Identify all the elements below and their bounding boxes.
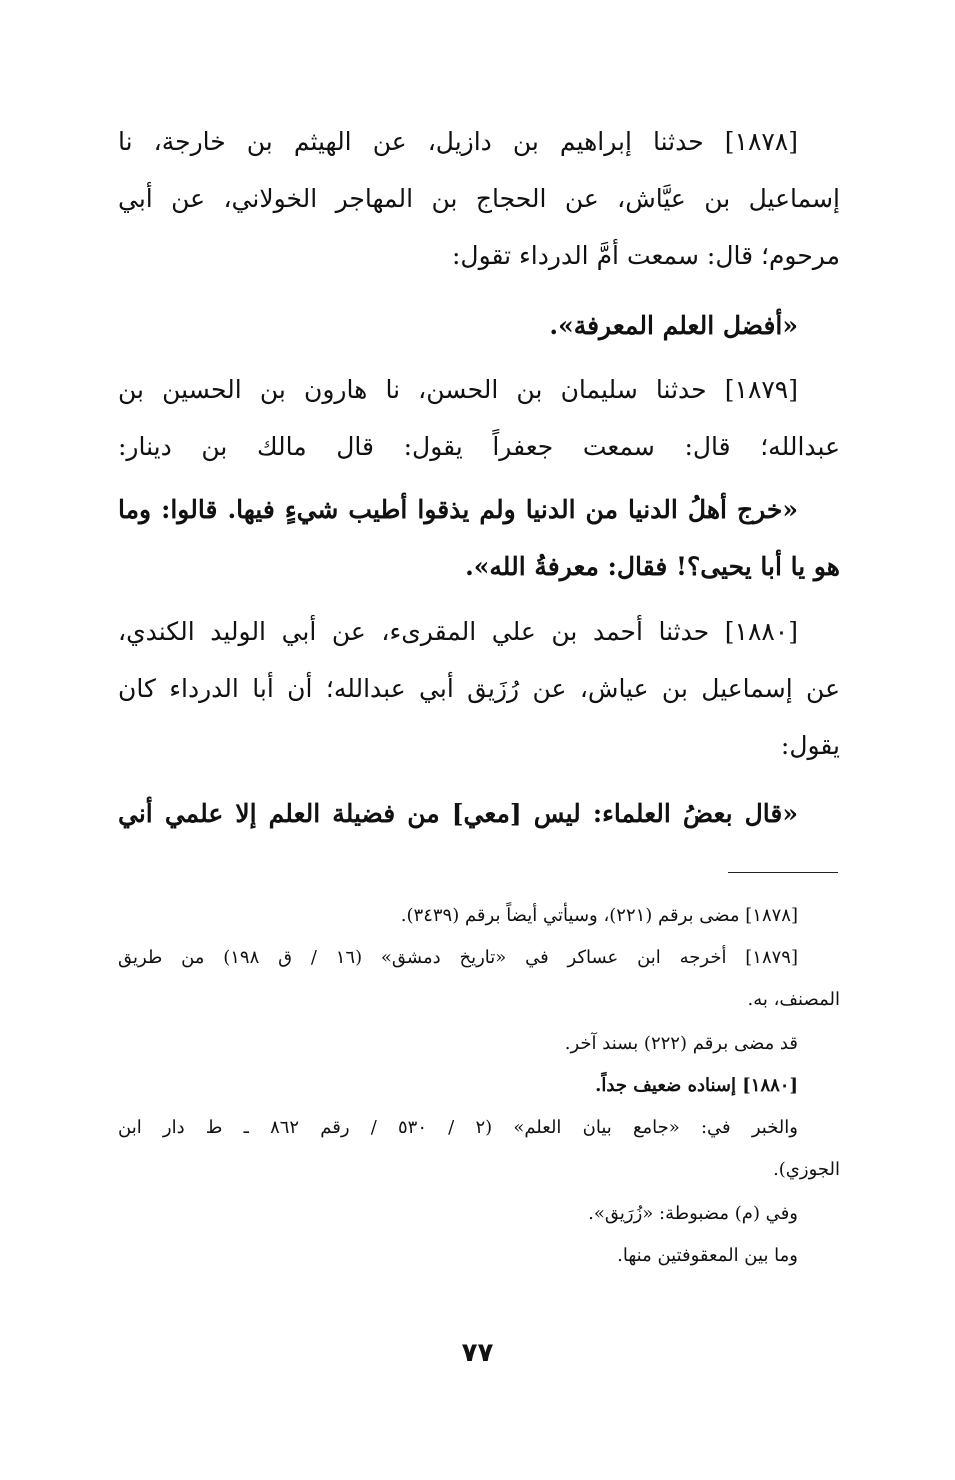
text-line: عبدالله؛ قال: سمعت جعفراً يقول: قال مالك بن دينار:: [118, 432, 840, 461]
footnote-line: والخبر في: «جامع بيان العلم» (٢ / ٥٣٠ / رقم ٨٦٢ ـ ط دار ابن: [118, 1117, 798, 1138]
footnote-line: [١٨٨٠] إسناده ضعيف جداً.: [595, 1075, 798, 1096]
text-line: [١٨٨٠] حدثنا أحمد بن علي المقرىء، عن أبي الوليد الكندي،: [118, 617, 798, 646]
footnote-separator: [728, 872, 838, 873]
text-line: [١٨٧٨] حدثنا إبراهيم بن دازيل، عن الهيثم بن خارجة، نا: [118, 127, 798, 156]
footnote-line: وما بين المعقوفتين منها.: [617, 1245, 798, 1266]
quote-line: «خرج أهلُ الدنيا من الدنيا ولم يذقوا أطيب شيءٍ فيها. قالوا: وما: [118, 495, 798, 524]
text-line: مرحوم؛ قال: سمعت أمَّ الدرداء تقول:: [451, 241, 840, 270]
quote-line: «أفضل العلم المعرفة».: [549, 311, 798, 340]
page-number: ٧٧: [461, 1338, 494, 1368]
text-line: إسماعيل بن عيَّاش، عن الحجاج بن المهاجر الخولاني، عن أبي: [118, 184, 840, 213]
quote-line: «قال بعضُ العلماء: ليس [معي] من فضيلة العلم إلا علمي أني: [118, 799, 798, 828]
text-line: يقول:: [780, 731, 840, 760]
footnote-line: [١٨٧٨] مضى برقم (٢٢١)، وسيأتي أيضاً برقم (٣٤٣٩).: [400, 905, 798, 926]
text-line: [١٨٧٩] حدثنا سليمان بن الحسن، نا هارون بن الحسين بن: [118, 375, 798, 404]
footnote-line: وفي (م) مضبوطة: «زُرَيق».: [588, 1203, 798, 1224]
quote-line: هو يا أبا يحيى؟! فقال: معرفةُ الله».: [465, 552, 840, 581]
footnote-line: المصنف، به.: [747, 989, 840, 1010]
footnote-line: [١٨٧٩] أخرجه ابن عساكر في «تاريخ دمشق» (١٦ / ق ١٩٨) من طريق: [118, 947, 798, 968]
footnote-line: الجوزي).: [773, 1159, 840, 1180]
text-line: عن إسماعيل بن عياش، عن رُزَيق أبي عبدالله؛ أن أبا الدرداء كان: [118, 674, 840, 703]
footnote-line: قد مضى برقم (٢٢٢) بسند آخر.: [564, 1033, 798, 1054]
